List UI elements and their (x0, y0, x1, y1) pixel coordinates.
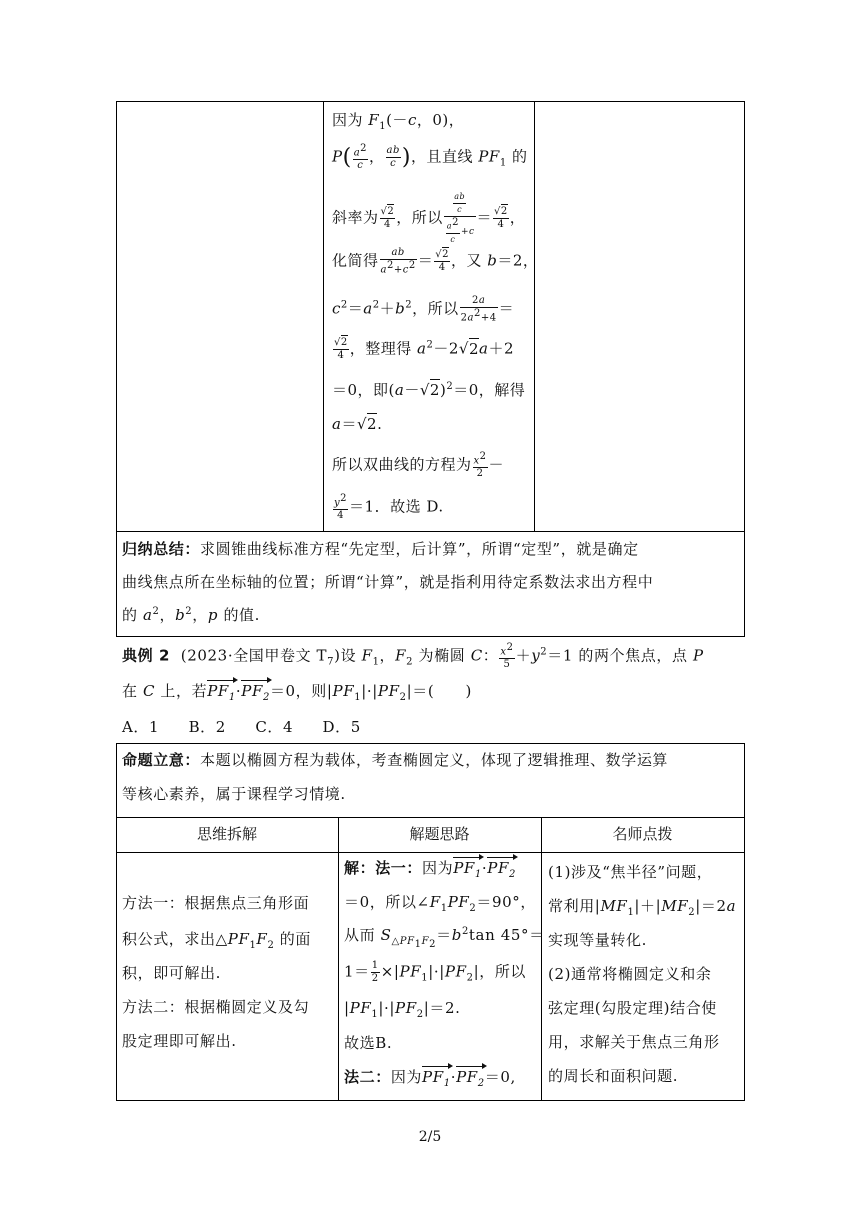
intent-line-1 (122, 749, 668, 770)
summary-line-2: 曲线焦点所在坐标轴的位置；所谓“计算”，就是指利用待定系数法求出方程中 (122, 573, 654, 591)
solution-line: ＝0，即$(a-√2)^2=0$，解得 (332, 381, 526, 399)
summary-line-1 (122, 538, 639, 559)
example-2-stem-line-1: 典例 2 (2023·全国甲卷文 $T_7$)设 $F_1$，$F_2$ 为椭圆 C： $\frac{x^2}{5}$ $+y^2=1$ 的两个焦点，点 P (122, 642, 704, 671)
thinking-line: 方法二：根据椭圆定义及勾 (122, 998, 310, 1016)
option-b: B．2 (188, 718, 226, 736)
solution-line: 化简得 $\frac{ab}{a^2+c^2}$ ＝ $\frac{√2}{4}$ ，又 b＝2， (332, 247, 539, 276)
method2-label: 法二： (344, 1068, 391, 1086)
intent-text: 本题以椭圆方程为载体，考查椭圆定义，体现了逻辑推理、数学运算 (200, 751, 669, 769)
summary-text: 求圆锥曲线标准方程“先定型，后计算”，所谓“定型”，就是确定 (200, 540, 639, 558)
solution-step: 解：法一：因为$PF_1\cdot PF_2$ (344, 859, 516, 880)
solution-step: ＝0，所以$\angle F_1PF_2=90^\circ$， (344, 893, 536, 914)
solution-step: 从而 $S_{\triangle PF_1F_2}=b^2\tan$ 45°＝ (344, 926, 545, 950)
thinking-line: 积，即可解出. (122, 964, 221, 982)
solution-line: 因为 $F_1(-c$，0)， (332, 111, 465, 132)
tip-line: 常利用$|MF_1|+|MF_2|=2a$ (548, 897, 737, 918)
tip-line: (1)涉及“焦半径”问题， (548, 863, 713, 881)
example-2-stem-line-2: 在 C 上，若$PF_1\cdot PF_2=0$，则$|PF_1|\cdot|PF_2|=$( ) (122, 682, 472, 703)
solution-line: $\frac{y^2}{4}$ ＝1．故选 D. (334, 493, 444, 522)
tip-line: 弦定理(勾股定理)结合使 (548, 999, 717, 1017)
thinking-line: 积公式，求出$\triangle PF_1F_2$ 的面 (122, 930, 311, 951)
thinking-line: 方法一：根据焦点三角形面 (122, 894, 310, 912)
solution-step: 1＝ $\frac{1}{2}$ $\times|PF_1|\cdot|PF_2|$，所以 (344, 960, 527, 984)
option-c: C．4 (255, 718, 294, 736)
header-tips: 名师点拨 (612, 825, 673, 843)
option-d: D．5 (322, 718, 361, 736)
intent-line-2: 等核心素养，属于课程学习情境. (122, 785, 346, 803)
solution-line: $c^2=a^2+b^2$，所以 $\frac{2a}{2a^2+4}$ ＝ (332, 295, 515, 324)
solution-label: 解： (344, 859, 376, 877)
page-number: 2/5 (418, 1129, 442, 1145)
solution-step: $|PF_1|\cdot|PF_2|=2$. (344, 999, 461, 1020)
header-thinking: 思维拆解 (196, 825, 257, 843)
tip-line: 用，求解关于焦点三角形 (548, 1033, 720, 1051)
intent-label: 命题立意： (122, 751, 201, 769)
thinking-line: 股定理即可解出. (122, 1032, 237, 1050)
solution-step: 故选B. (344, 1034, 393, 1052)
summary-label: 归纳总结： (122, 540, 201, 558)
example-label: 典例 2 (122, 646, 171, 665)
tip-line: (2)通常将椭圆定义和余 (548, 965, 712, 983)
solution-line: 所以双曲线的方程为 $\frac{x^2}{2}$ － (332, 451, 505, 480)
summary-line-3: 的 $a^2$，$b^2$，p 的值. (122, 606, 261, 624)
solution-step: 法二：因为$PF_1\cdot PF_2=0$, (344, 1068, 516, 1089)
solution-line: $\frac{√2}{4}$ ，整理得 $a^2-2√2a+2$ (334, 337, 515, 361)
tip-line: 的周长和面积问题. (548, 1067, 679, 1085)
example-2-options (122, 716, 361, 737)
solution-line: a＝√2. (332, 415, 383, 433)
header-solution: 解题思路 (409, 825, 470, 843)
option-a: A．1 (122, 718, 160, 736)
tip-line: 实现等量转化. (548, 931, 647, 949)
solution-line: P( $\frac{a^2}{c}$ ， $\frac{ab}{c}$ )，且直线 $PF_1$ 的 (332, 143, 528, 172)
solution-line: 斜率为 $\frac{√2}{4}$ ，所以 $\frac{ab}{c}$ $\frac{a^2}{c}$ +c ＝ $\frac{√2}{4}$ ， (332, 192, 526, 244)
method1-label: 法一： (375, 859, 423, 877)
